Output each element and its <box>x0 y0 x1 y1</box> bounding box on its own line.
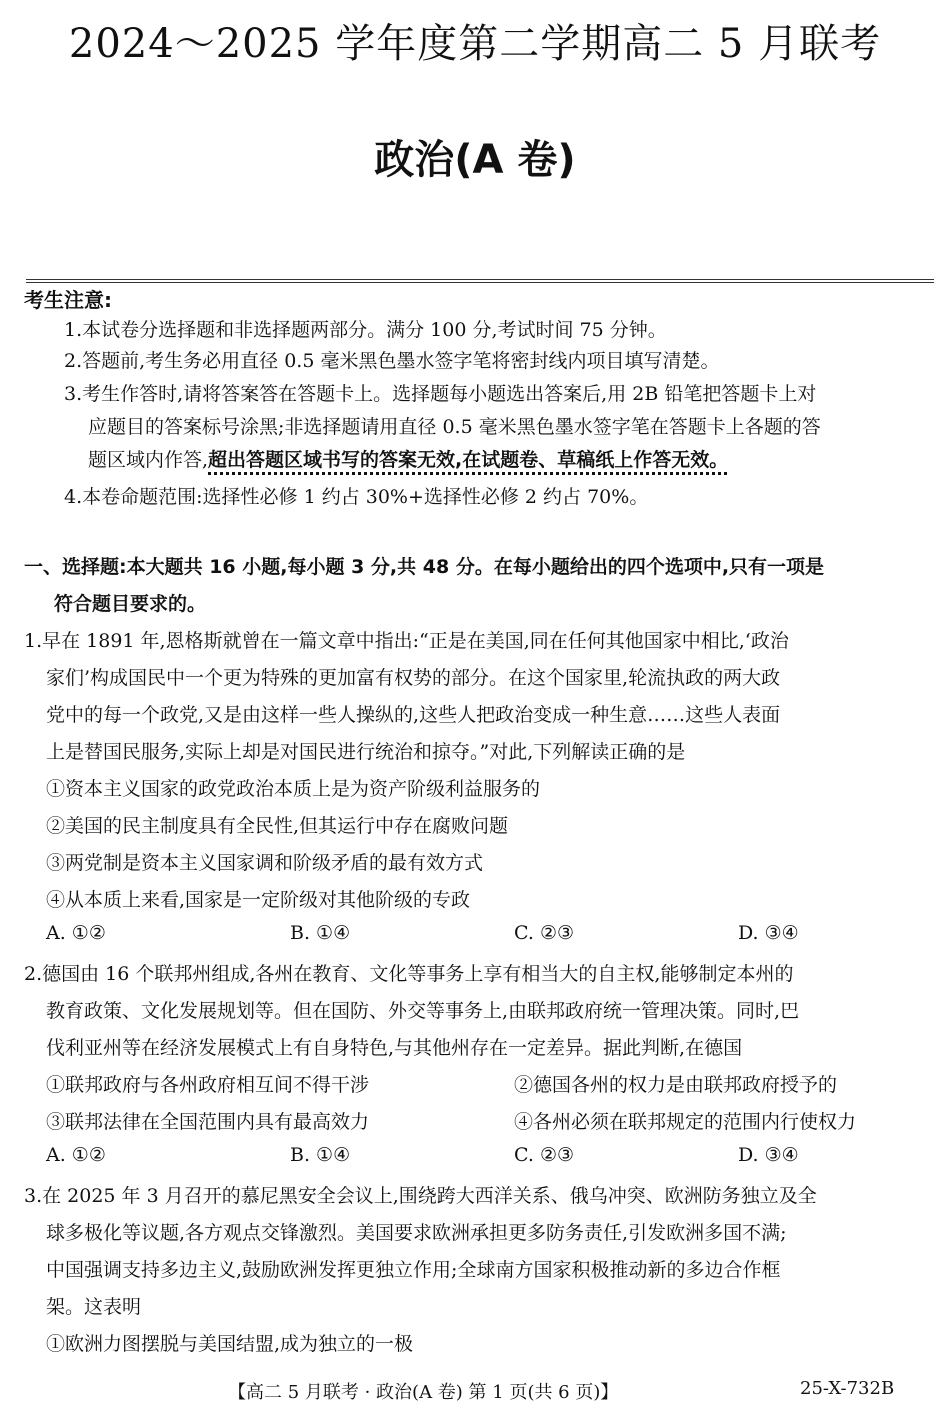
question-1-stem: 上是替国民服务,实际上却是对国民进行统治和掠夺。”对此,下列解读正确的是 <box>46 741 686 763</box>
section-heading-cont: 符合题目要求的。 <box>54 593 207 615</box>
option-a[interactable]: A. ①② <box>46 922 106 944</box>
notice-item <box>88 446 728 474</box>
option-d[interactable]: D. ③④ <box>738 1144 799 1166</box>
paper-code: 25-X-732B <box>800 1378 895 1399</box>
option-b[interactable]: B. ①④ <box>290 1144 351 1166</box>
section-heading: 一、选择题:本大题共 16 小题,每小题 3 分,共 48 分。在每小题给出的四个选项中,只有一项是 <box>24 556 825 578</box>
notice-item: 2.答题前,考生务必用直径 0.5 毫米黑色墨水签字笔将密封线内项目填写清楚。 <box>64 350 720 372</box>
question-3-stem: 球多极化等议题,各方观点交锋激烈。美国要求欧洲承担更多防务责任,引发欧洲多国不满; <box>46 1222 787 1244</box>
question-1-item: ①资本主义国家的政党政治本质上是为资产阶级利益服务的 <box>46 778 541 800</box>
option-c[interactable]: C. ②③ <box>514 1144 575 1166</box>
notice-item-text: 题区域内作答, <box>88 449 209 471</box>
question-2-item: ①联邦政府与各州政府相互间不得干涉 <box>46 1074 370 1096</box>
question-2-stem: 伐利亚州等在经济发展模式上有自身特色,与其他州存在一定差异。据此判断,在德国 <box>46 1037 743 1059</box>
divider-line <box>26 279 934 280</box>
question-2-item: ④各州必须在联邦规定的范围内行使权力 <box>514 1111 857 1133</box>
divider-line <box>26 282 934 283</box>
notice-heading: 考生注意: <box>24 288 112 312</box>
question-3-stem: 架。这表明 <box>46 1296 142 1318</box>
question-1-item: ③两党制是资本主义国家调和阶级矛盾的最有效方式 <box>46 852 484 874</box>
option-d[interactable]: D. ③④ <box>738 922 799 944</box>
question-1-stem: 党中的每一个政党,又是由这样一些人操纵的,这些人把政治变成一种生意……这些人表面 <box>46 704 781 726</box>
emphasis-text: 超出答题区域书写的答案无效,在试题卷、草稿纸上作答无效。 <box>208 449 729 471</box>
question-2-stem: 2.德国由 16 个联邦州组成,各州在教育、文化等事务上享有相当大的自主权,能够制定本州的 <box>24 963 794 985</box>
notice-item: 4.本卷命题范围:选择性必修 1 约占 30%+选择性必修 2 约占 70%。 <box>64 486 649 508</box>
question-1-stem: 1.早在 1891 年,恩格斯就曾在一篇文章中指出:“正是在美国,同在任何其他国家中相比,‘政治 <box>24 630 789 652</box>
question-3-stem: 3.在 2025 年 3 月召开的慕尼黑安全会议上,围绕跨大西洋关系、俄乌冲突、欧洲防务独立及全 <box>24 1185 817 1207</box>
subject-title: 政治(A 卷) <box>374 137 576 183</box>
exam-title: 2024～2025 学年度第二学期高二 5 月联考 <box>68 21 882 67</box>
question-2-stem: 教育政策、文化发展规划等。但在国防、外交等事务上,由联邦政府统一管理决策。同时,巴 <box>46 1000 800 1022</box>
notice-item: 1.本试卷分选择题和非选择题两部分。满分 100 分,考试时间 75 分钟。 <box>64 319 667 341</box>
option-a[interactable]: A. ①② <box>46 1144 106 1166</box>
page-footer: 【高二 5 月联考 · 政治(A 卷) 第 1 页(共 6 页)】 <box>228 1382 619 1403</box>
option-b[interactable]: B. ①④ <box>290 922 351 944</box>
question-1-item: ②美国的民主制度具有全民性,但其运行中存在腐败问题 <box>46 815 509 837</box>
question-2-item: ②德国各州的权力是由联邦政府授予的 <box>514 1074 838 1096</box>
notice-item: 应题目的答案标号涂黑;非选择题请用直径 0.5 毫米黑色墨水签字笔在答题卡上各题的答 <box>88 416 821 438</box>
question-2-item: ③联邦法律在全国范围内具有最高效力 <box>46 1111 370 1133</box>
question-3-item: ①欧洲力图摆脱与美国结盟,成为独立的一极 <box>46 1333 414 1355</box>
notice-item: 3.考生作答时,请将答案答在答题卡上。选择题每小题选出答案后,用 2B 铅笔把答题卡上对 <box>64 383 817 405</box>
option-c[interactable]: C. ②③ <box>514 922 575 944</box>
question-1-stem: 家们’构成国民中一个更为特殊的更加富有权势的部分。在这个国家里,轮流执政的两大政 <box>46 667 781 689</box>
question-3-stem: 中国强调支持多边主义,鼓励欧洲发挥更独立作用;全球南方国家积极推动新的多边合作框 <box>46 1259 781 1281</box>
question-1-item: ④从本质上来看,国家是一定阶级对其他阶级的专政 <box>46 889 471 911</box>
